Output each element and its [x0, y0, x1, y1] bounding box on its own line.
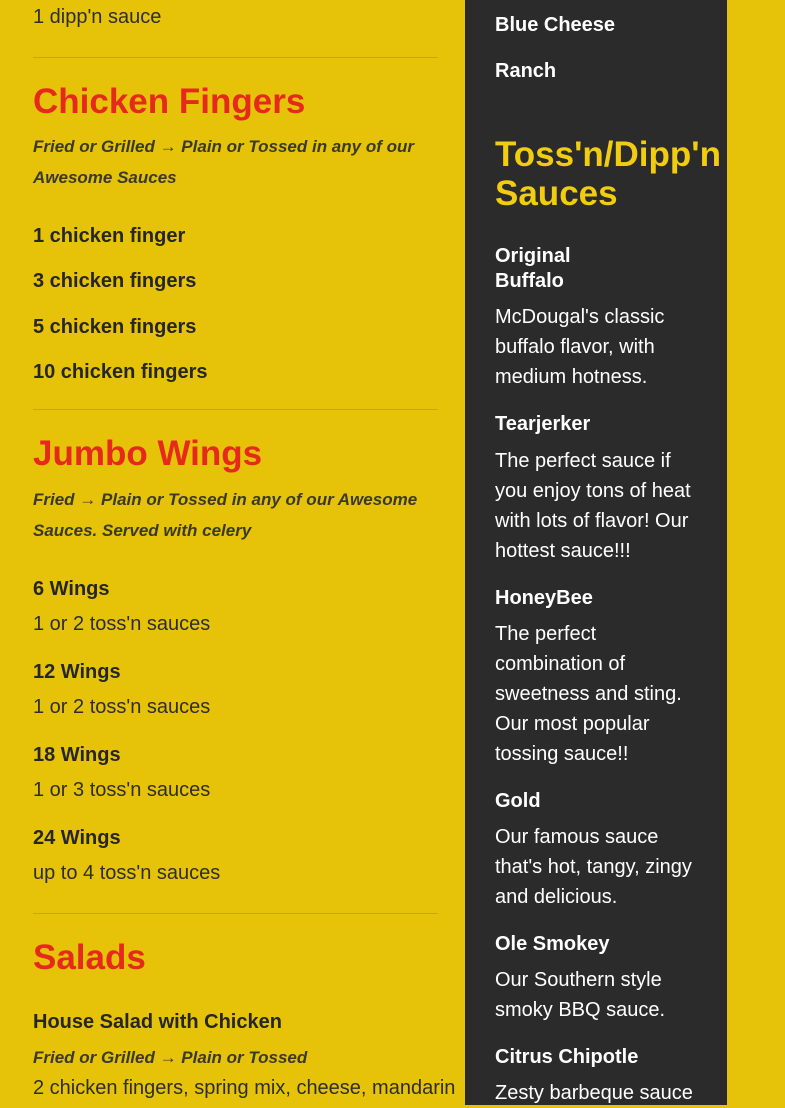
- menu-item-detail: 2 chicken fingers, spring mix, cheese, mandarin: [33, 1077, 456, 1099]
- menu-item-name: 5 chicken fingers: [33, 316, 197, 338]
- sauce-description: The perfect combination of sweetness and sting. Our most popular tossing sauce!!: [495, 623, 682, 765]
- menu-item-name: 10 chicken fingers: [33, 361, 208, 383]
- menu-item-name: 6 Wings: [33, 578, 110, 600]
- sauce-name: Citrus Chipotle: [495, 1046, 639, 1068]
- sauces-title: [495, 135, 721, 213]
- menu-item-name: 18 Wings: [33, 744, 121, 766]
- menu-item-name: 24 Wings: [33, 827, 121, 849]
- section-divider: [33, 57, 438, 58]
- menu-item-description: Fried or Grilled → Plain or Tossed: [33, 1048, 308, 1067]
- section-divider: [33, 913, 438, 914]
- dressing-item: Blue Cheese: [495, 14, 616, 36]
- sauce-name: Original Buffalo: [495, 245, 571, 292]
- section-divider: [33, 409, 438, 410]
- chicken-fingers-title: Chicken Fingers: [33, 82, 306, 121]
- menu-item-name: 12 Wings: [33, 661, 121, 683]
- sauce-name: Gold: [495, 790, 541, 812]
- jumbo-wings-title: Jumbo Wings: [33, 434, 263, 473]
- menu-item-name: House Salad with Chicken: [33, 1011, 282, 1033]
- sauce-name: HoneyBee: [495, 587, 593, 609]
- menu-item-detail: 1 or 2 toss'n sauces: [33, 696, 211, 718]
- sauce-description: The perfect sauce if you enjoy tons of heat with lots of flavor! Our hottest sauce!!!: [495, 450, 691, 562]
- sauces-sidebar: [465, 0, 727, 1105]
- dressing-item: Ranch: [495, 60, 557, 82]
- menu-item-detail: 1 or 2 toss'n sauces: [33, 613, 211, 635]
- sauce-name: Tearjerker: [495, 413, 591, 435]
- menu-item-name: 1 chicken finger: [33, 225, 186, 247]
- sauces-title-text: Toss'n/Dipp'n Sauces: [495, 135, 721, 213]
- sauce-description: Our Southern style smoky BBQ sauce.: [495, 969, 666, 1021]
- sauce-name: Ole Smokey: [495, 933, 610, 955]
- previous-item-detail: 1 dipp'n sauce: [33, 6, 162, 28]
- menu-item-detail: 1 or 3 toss'n sauces: [33, 779, 211, 801]
- menu-item-name: 3 chicken fingers: [33, 270, 197, 292]
- sauce-description: McDougal's classic buffalo flavor, with medium hotness.: [495, 306, 665, 388]
- sauce-description: Zesty barbeque sauce: [495, 1082, 693, 1104]
- salads-title: Salads: [33, 938, 146, 977]
- jumbo-wings-description: Fried → Plain or Tossed in any of our Awesome Sauces. Served with celery: [33, 490, 418, 540]
- menu-item-detail: up to 4 toss'n sauces: [33, 862, 221, 884]
- sauce-description: Our famous sauce that's hot, tangy, zingy and delicious.: [495, 826, 692, 908]
- chicken-fingers-description: Fried or Grilled → Plain or Tossed in any of our Awesome Sauces: [33, 137, 414, 187]
